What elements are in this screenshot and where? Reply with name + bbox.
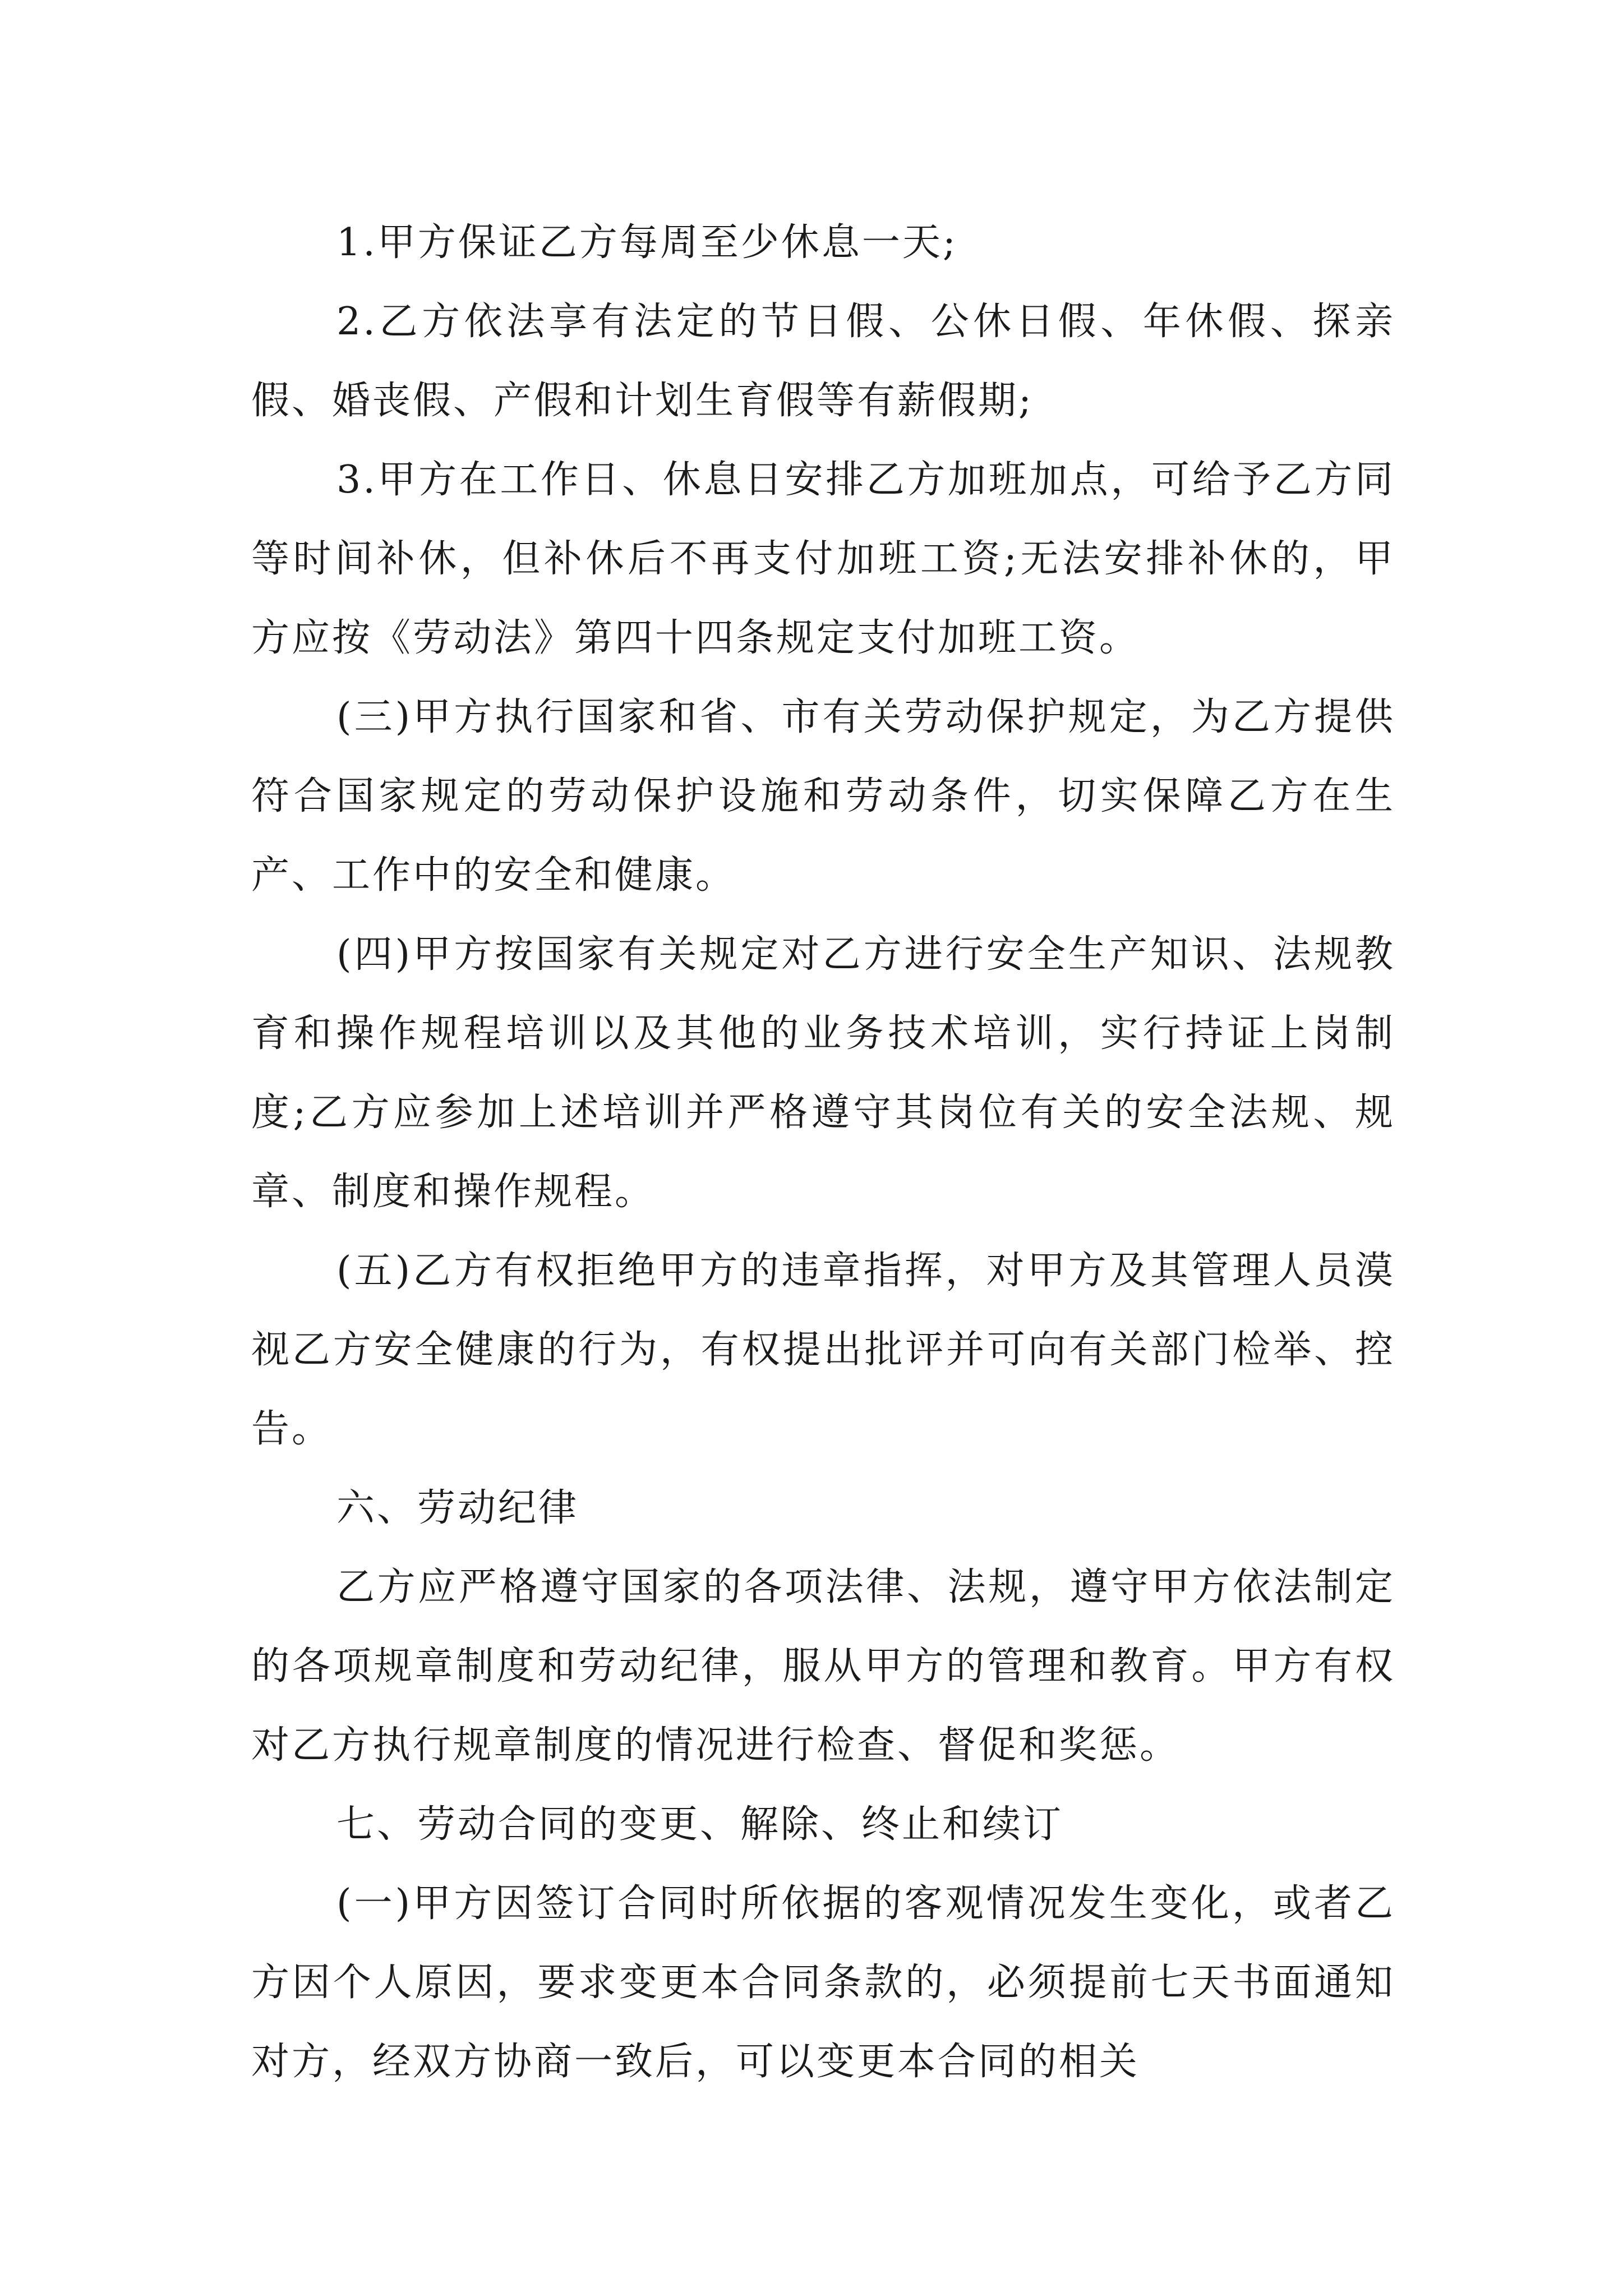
- paragraph-rest-weekly: 1.甲方保证乙方每周至少休息一天;: [336, 220, 958, 265]
- section-heading-contract-changes: 七、劳动合同的变更、解除、终止和续订: [336, 1802, 1064, 1847]
- paragraph-right-to-refuse: (五)乙方有权拒绝甲方的违章指挥，对甲方及其管理人员漠视乙方安全健康的行为，有权提出批评并可向有关部门检举、控告。: [251, 1249, 1395, 1451]
- paragraph-labor-protection: (三)甲方执行国家和省、市有关劳动保护规定，为乙方提供符合国家规定的劳动保护设施和劳动条件，切实保障乙方在生产、工作中的安全和健康。: [251, 695, 1395, 898]
- paragraph-safety-training: (四)甲方按国家有关规定对乙方进行安全生产知识、法规教育和操作规程培训以及其他的业务技术培训，实行持证上岗制度;乙方应参加上述培训并严格遵守其岗位有关的安全法规、规章、制度和操作规程。: [251, 932, 1395, 1214]
- paragraph-discipline: 乙方应严格遵守国家的各项法律、法规，遵守甲方依法制定的各项规章制度和劳动纪律，服从甲方的管理和教育。甲方有权对乙方执行规章制度的情况进行检查、督促和奖惩。: [251, 1565, 1395, 1768]
- paragraph-paid-leave: 2.乙方依法享有法定的节日假、公休日假、年休假、探亲假、婚丧假、产假和计划生育假等有薪假期;: [251, 300, 1395, 423]
- document-body: [251, 203, 1395, 2101]
- section-heading-labor-discipline: 六、劳动纪律: [336, 1486, 579, 1530]
- paragraph-contract-change: (一)甲方因签订合同时所依据的客观情况发生变化，或者乙方因个人原因，要求变更本合同条款的，必须提前七天书面通知对方，经双方协商一致后，可以变更本合同的相关: [251, 1881, 1395, 2084]
- paragraph-overtime: 3.甲方在工作日、休息日安排乙方加班加点，可给予乙方同等时间补休，但补休后不再支付加班工资;无法安排补休的，甲方应按《劳动法》第四十四条规定支付加班工资。: [251, 458, 1395, 660]
